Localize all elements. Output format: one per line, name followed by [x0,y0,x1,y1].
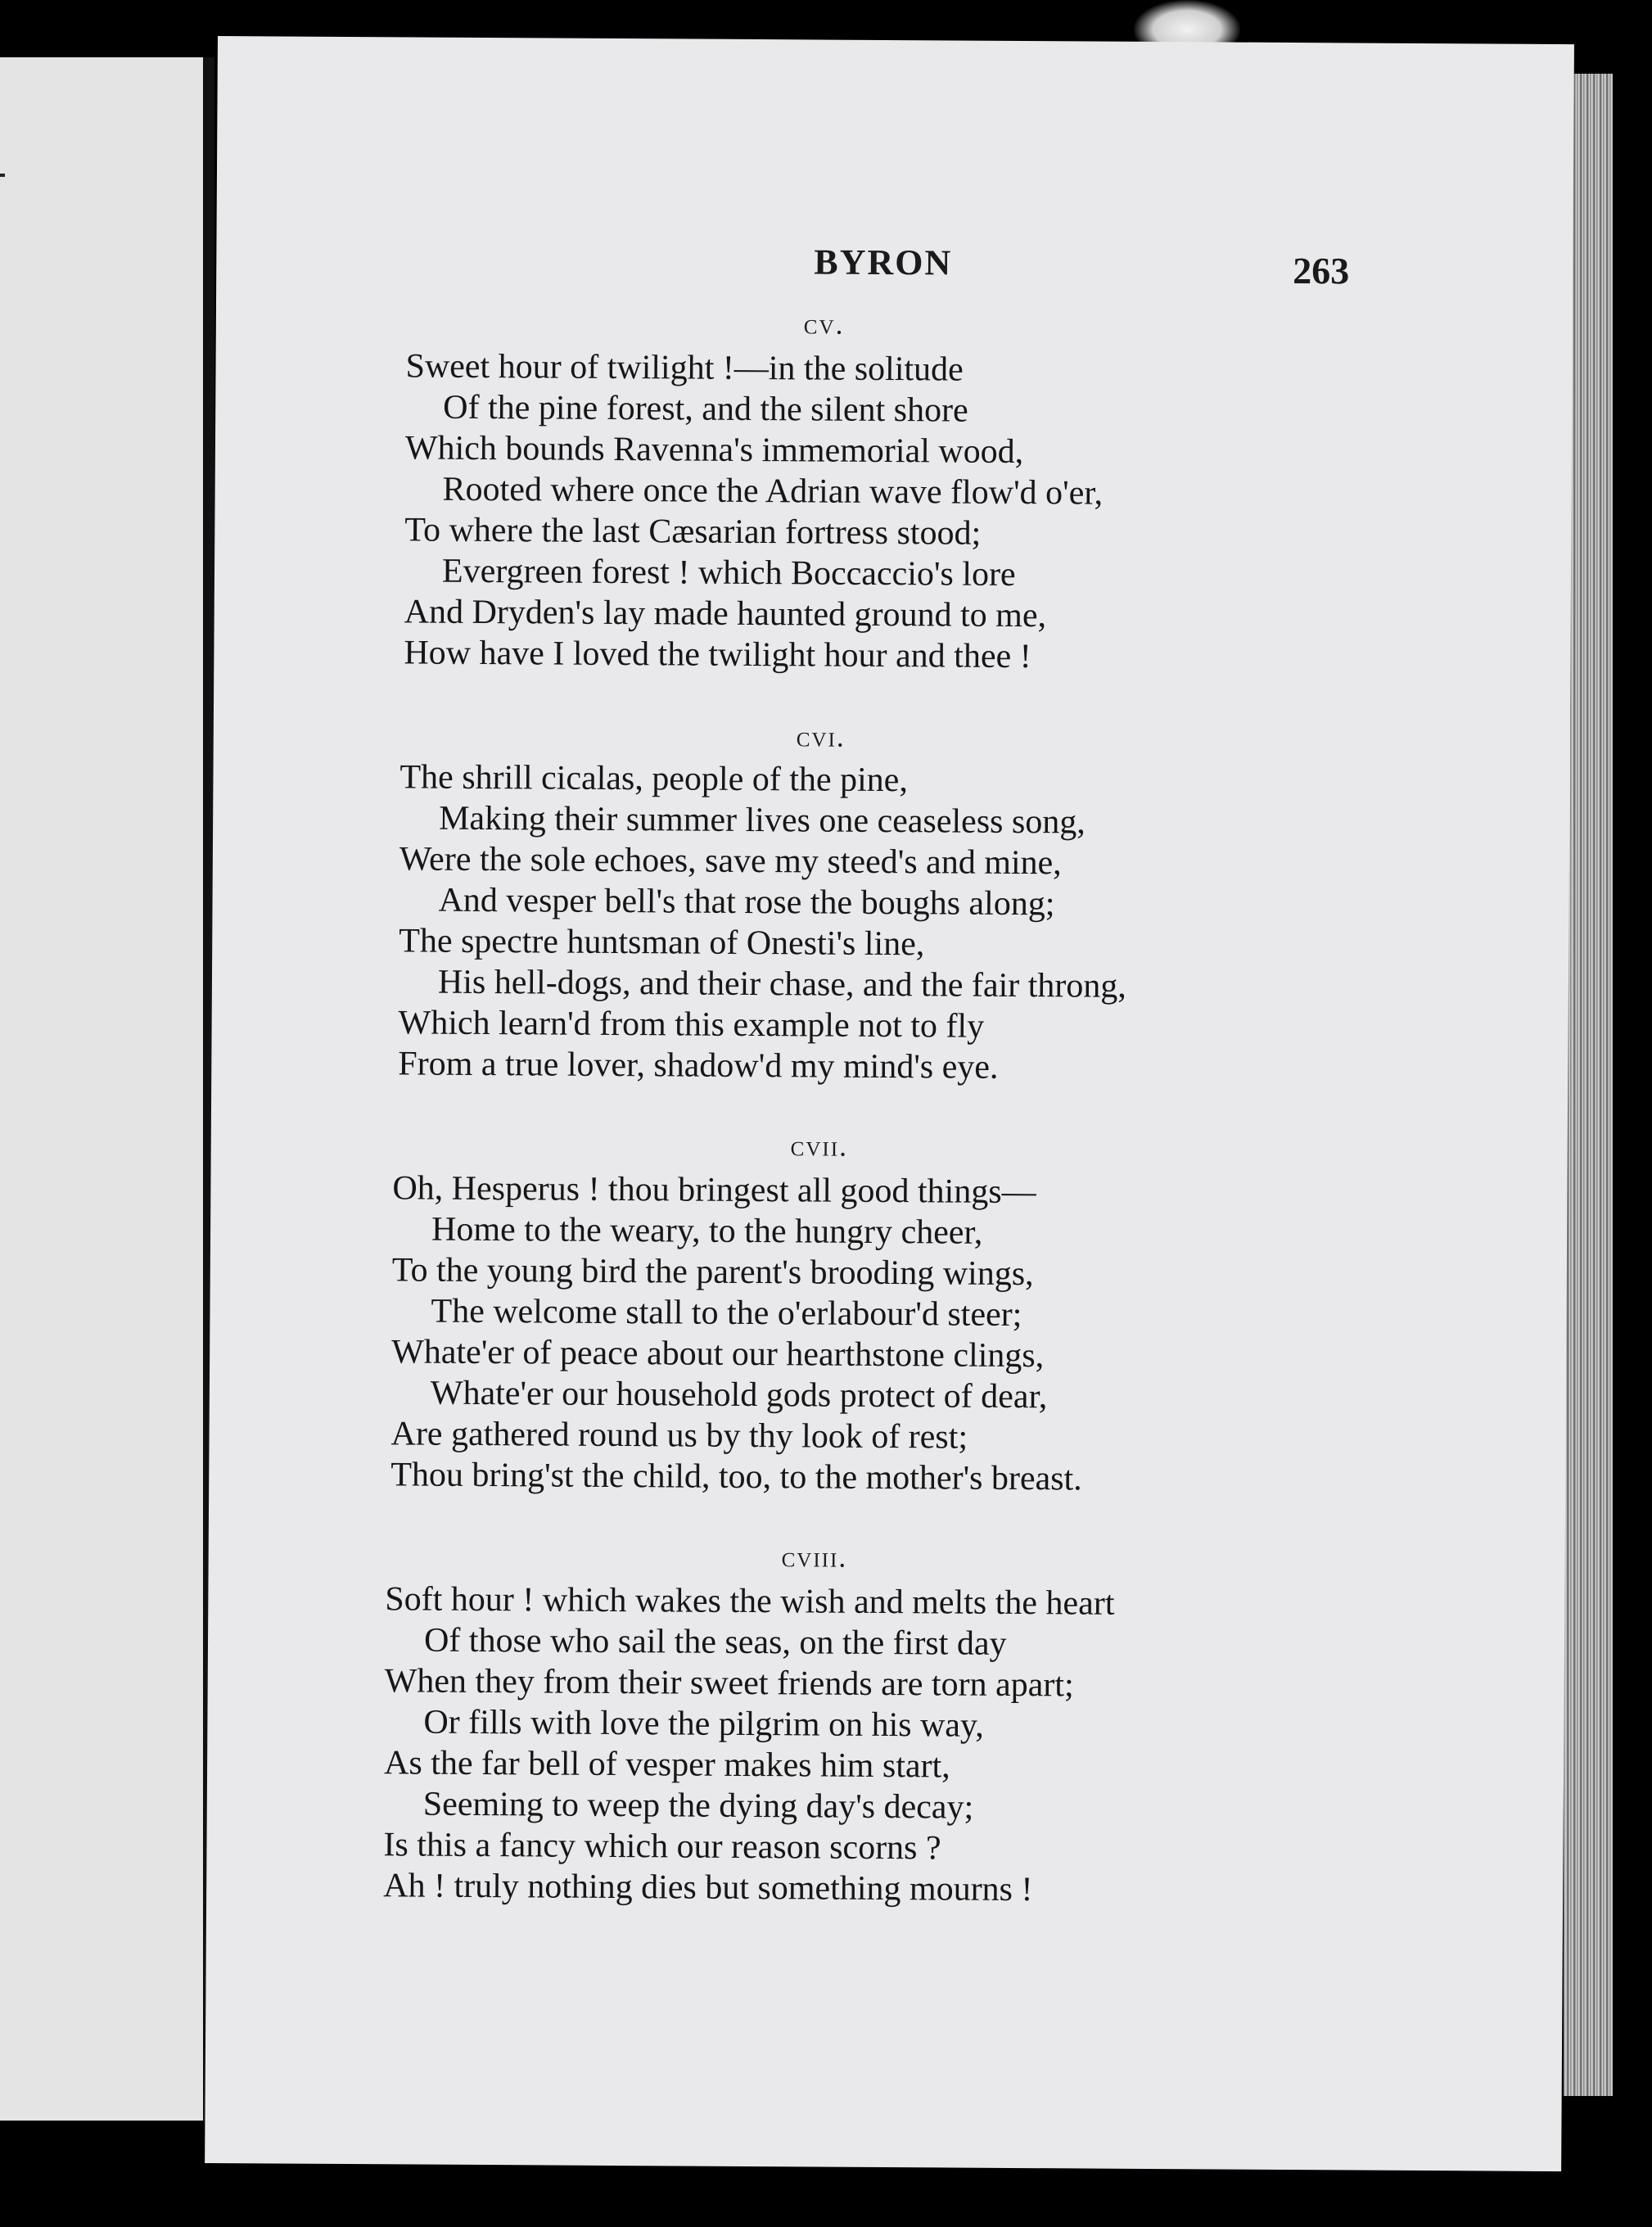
verse-line: And Dryden's lay made haunted ground to me, [404,593,1047,635]
verse-line: Soft hour ! which wakes the wish and melts the heart [385,1580,1115,1623]
verse-line: The welcome stall to the o'erlabour'd steer; [431,1292,1022,1335]
verse-line: Evergreen forest ! which Boccaccio's lore [441,552,1016,594]
verse-line: Were the sole echoes, save my steed's and mine, [399,840,1062,883]
page-number: 263 [1293,250,1350,292]
verse-line: When they from their sweet friends are torn apart; [384,1662,1074,1705]
scan-mark [0,174,5,177]
verse-line: Rooted where once the Adrian wave flow'd o'er, [442,470,1104,513]
verse-line: Thou bring'st the child, too, to the mother's breast. [390,1456,1082,1498]
verse-line: The shrill cicalas, people of the pine, [399,758,909,800]
verse-line: To where the last Cæsarian fortress stood; [404,511,982,553]
verse-line: Which learn'd from this example not to fly [398,1004,985,1046]
book-page [205,36,1574,2171]
verse-line: Whate'er our household gods protect of dear, [430,1374,1048,1416]
verse-line: The spectre huntsman of Onesti's line, [399,922,925,964]
verse-line: To the young bird the parent's brooding wings, [391,1251,1034,1294]
verse-line: Home to the weary, to the hungry cheer, [431,1210,983,1252]
verse-line: Seeming to weep the dying day's decay; [422,1785,974,1827]
verse-line: His hell-dogs, and their chase, and the fair throng, [437,963,1127,1005]
verse-line: Sweet hour of twilight !—in the solitude [405,347,964,389]
verse-line: As the far bell of vesper makes him start, [383,1744,950,1786]
verse-line: How have I loved the twilight hour and thee ! [404,634,1031,676]
verse-line: Ah ! truly nothing dies but something mourns ! [383,1867,1033,1909]
stanza-label: cv. [803,307,845,341]
verse-line: Are gathered round us by thy look of rest; [390,1415,968,1457]
verse-line: Of those who sail the seas, on the first day [423,1621,1007,1663]
verse-line: And vesper bell's that rose the boughs along; [438,881,1055,924]
verse-line: Which bounds Ravenna's immemorial wood, [404,429,1024,472]
running-head: BYRON [814,242,953,283]
verse-line: Making their summer lives one ceaseless song, [439,799,1086,842]
stanza-label: cvii. [790,1129,849,1163]
verse-line: Whate'er of peace about our hearthstone clings, [391,1333,1045,1376]
verse-line: From a true lover, shadow'd my mind's eye. [398,1045,999,1086]
verse-line: Oh, Hesperus ! thou bringest all good things— [392,1169,1036,1212]
verse-line: Or fills with love the pilgrim on his way, [423,1703,984,1745]
verse-line: Is this a fancy which our reason scorns ? [383,1826,941,1868]
stanza-label: cvi. [796,720,846,753]
stanza-label: cviii. [781,1540,848,1574]
verse-line: Of the pine forest, and the silent shore [443,388,968,430]
left-page-edge [0,57,214,2121]
